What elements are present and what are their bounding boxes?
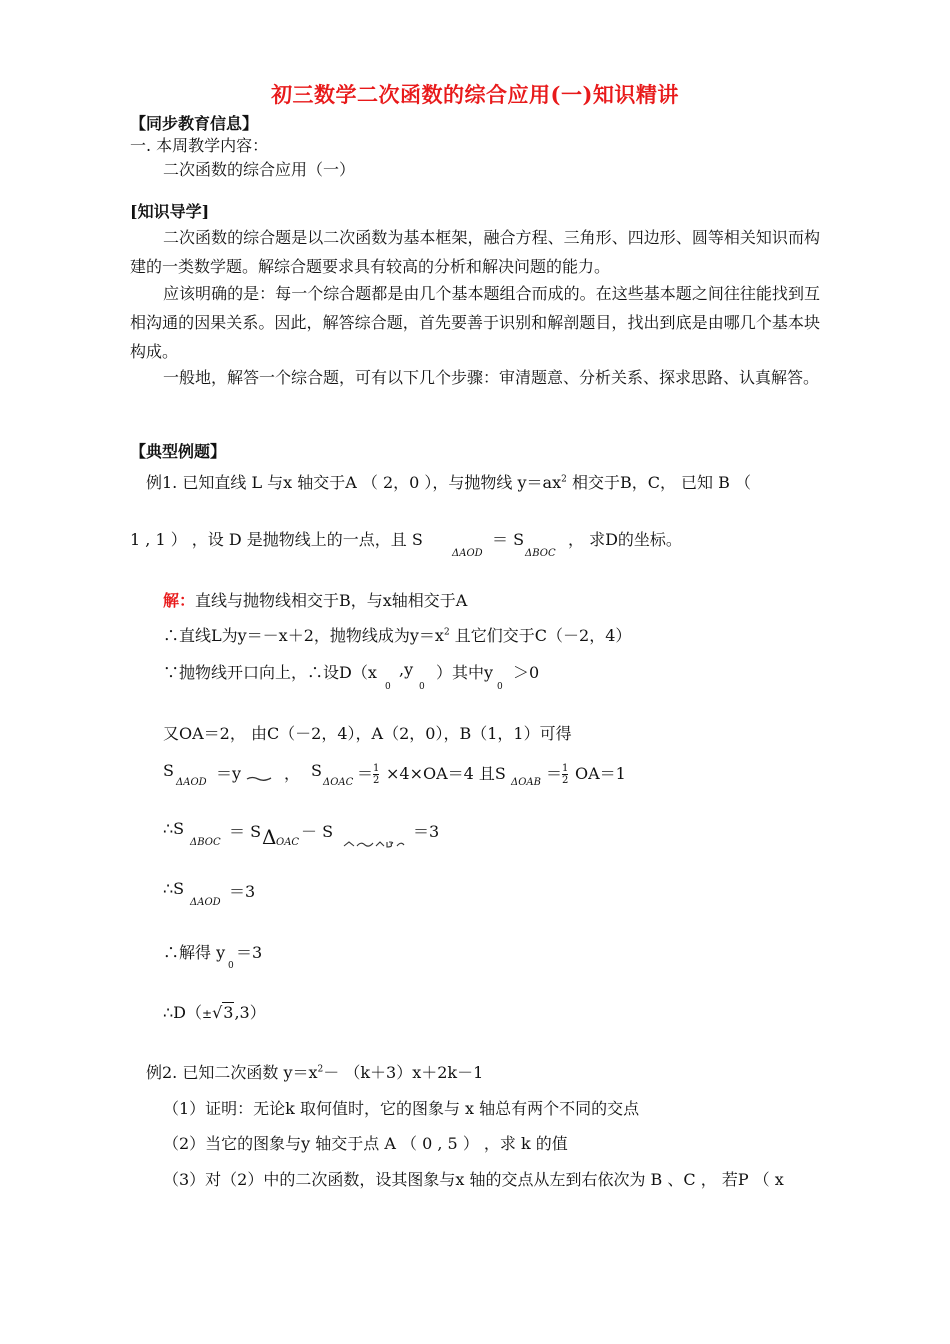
- fraction-denominator: 2: [373, 775, 380, 786]
- solution-line5-d: OA＝1: [575, 764, 626, 783]
- fraction-half: [373, 763, 379, 786]
- solution-text: ∴D（: [163, 1003, 203, 1022]
- fraction-numerator: 1: [562, 763, 569, 774]
- item1-label: 一. 本周教学内容：: [130, 136, 269, 155]
- subscript-aod: ΔAOD: [190, 897, 221, 908]
- solution-text: ,3）: [234, 1003, 266, 1022]
- page-title: 初三数学二次函数的综合应用(一)知识精讲: [271, 82, 679, 107]
- solution-text: 直线与抛物线相交于B，与x轴相交于A: [195, 591, 468, 610]
- subscript-aod: ΔAOD: [452, 548, 483, 559]
- solution-line3-c: ）其中y: [436, 663, 494, 682]
- obscured-subscript-icon: [343, 834, 405, 844]
- fraction-numerator: 1: [373, 763, 380, 774]
- solution-line3-b: ,y: [399, 660, 414, 679]
- example2-question1: （1）证明：无论k 取何值时，它的图象与 x 轴总有两个不同的交点: [163, 1099, 640, 1118]
- section-sync-heading: 【同步教育信息】: [130, 114, 259, 133]
- exponent: 2: [443, 627, 450, 638]
- solution-line3-d: ＞0: [513, 663, 540, 682]
- solution-line3-a: ∵抛物线开口向上，∴设D（x: [163, 663, 377, 682]
- subscript-zero: 0: [385, 682, 391, 692]
- subscript-oab: ΔOAB: [511, 777, 541, 788]
- subscript-boc: ΔBOC: [525, 548, 556, 559]
- example2-line1: [146, 1060, 483, 1083]
- area-symbol: S: [311, 761, 322, 780]
- example1-line1: [146, 470, 751, 493]
- example2-question2: （2）当它的图象与y 轴交于点 A （ 0 , 5 ） ，求 k 的值: [163, 1134, 568, 1153]
- subscript-aod: ΔAOD: [176, 777, 207, 788]
- example1-text-a: 例1. 已知直线 L 与x 轴交于A （ 2，0 ），与抛物线 y＝ax: [146, 473, 562, 492]
- subscript-oac: OAC: [276, 837, 300, 848]
- solution-text: 且它们交于C（－2，4）: [454, 626, 632, 645]
- solution-line8-a: ∴解得 y: [163, 943, 226, 962]
- solution-line5-a: ＝y: [216, 764, 242, 783]
- solution-line5-c: ×4×OA＝4 且S: [386, 764, 506, 783]
- subscript-oac: ΔOAC: [323, 777, 354, 788]
- subscript-zero: 0: [497, 682, 503, 692]
- triangle-symbol: Δ: [262, 825, 277, 849]
- example1-text-c: 1 , 1 ） ，设 D 是抛物线上的一点，且 S: [130, 530, 423, 549]
- solution-line1: [163, 588, 467, 611]
- solution-line7-a: ∴S: [163, 879, 185, 898]
- solution-line2: [163, 623, 631, 646]
- subscript-zero: 0: [419, 682, 425, 692]
- equals: ＝: [546, 764, 563, 783]
- guide-paragraph-3: 一般地，解答一个综合题，可有以下几个步骤：审清题意、分析关系、探求思路、认真解答。: [163, 368, 820, 387]
- fraction-denominator: 2: [562, 775, 569, 786]
- equals: ＝: [357, 764, 374, 783]
- fraction-half: [562, 763, 568, 786]
- obscured-formula-icon: [246, 766, 272, 772]
- example1-line2: [130, 527, 423, 550]
- radicand: 3: [223, 1003, 234, 1022]
- solution-label: 解：: [163, 591, 196, 610]
- exponent: 2: [561, 474, 567, 485]
- guide-paragraph-2: 应该明确的是：每一个综合题都是由几个基本题组合而成的。在这些基本题之间往往能找到互相沟通的因果关系。因此，解答综合题，首先要善于识别和解剖题目，找出到底是由哪几个基本块构成。: [130, 284, 820, 361]
- example1-equals: ＝ S: [492, 530, 525, 549]
- example2-text-b: － （k＋3）x＋2k－1: [323, 1063, 484, 1082]
- solution-line6-b: ＝ S: [229, 822, 262, 841]
- example2-text-a: 例2. 已知二次函数 y＝x: [146, 1063, 318, 1082]
- area-symbol: S: [163, 761, 174, 780]
- square-root-symbol: √: [212, 1003, 223, 1022]
- section-examples-heading: 【典型例题】: [130, 442, 227, 461]
- subscript-boc: ΔBOC: [190, 837, 221, 848]
- solution-line6-c: － S: [301, 822, 334, 841]
- solution-line6-a: ∴S: [163, 819, 185, 838]
- guide-paragraph-1: 二次函数的综合题是以二次函数为基本框架，融合方程、三角形、四边形、圆等相关知识而构建的一类数学题。解综合题要求具有较高的分析和解决问题的能力。: [130, 228, 820, 276]
- section-guide-heading: [知识导学]: [130, 202, 210, 221]
- example1-text-b: 相交于B，C， 已知 B （: [571, 473, 751, 492]
- exponent: 2: [317, 1064, 324, 1075]
- item1-content: 二次函数的综合应用（一）: [163, 160, 356, 179]
- example1-question: ， 求D的坐标。: [568, 530, 682, 549]
- plus-minus-symbol: ±: [202, 1007, 213, 1021]
- solution-line7-b: ＝3: [229, 882, 256, 901]
- subscript-zero: 0: [228, 961, 234, 971]
- example2-question3: （3）对（2）中的二次函数，设其图象与x 轴的交点从左到右依次为 B 、C ， 若P （ x: [163, 1170, 784, 1189]
- solution-line6-d: ＝3: [413, 822, 440, 841]
- solution-comma: ，: [284, 764, 301, 783]
- solution-line9: [163, 1000, 266, 1023]
- solution-text: ∴直线L为y＝－x＋2，抛物线成为y＝x: [163, 626, 444, 645]
- solution-line8-b: ＝3: [236, 943, 263, 962]
- solution-line4: 又OA＝2， 由C（－2，4），A（2，0），B（1，1）可得: [163, 724, 572, 743]
